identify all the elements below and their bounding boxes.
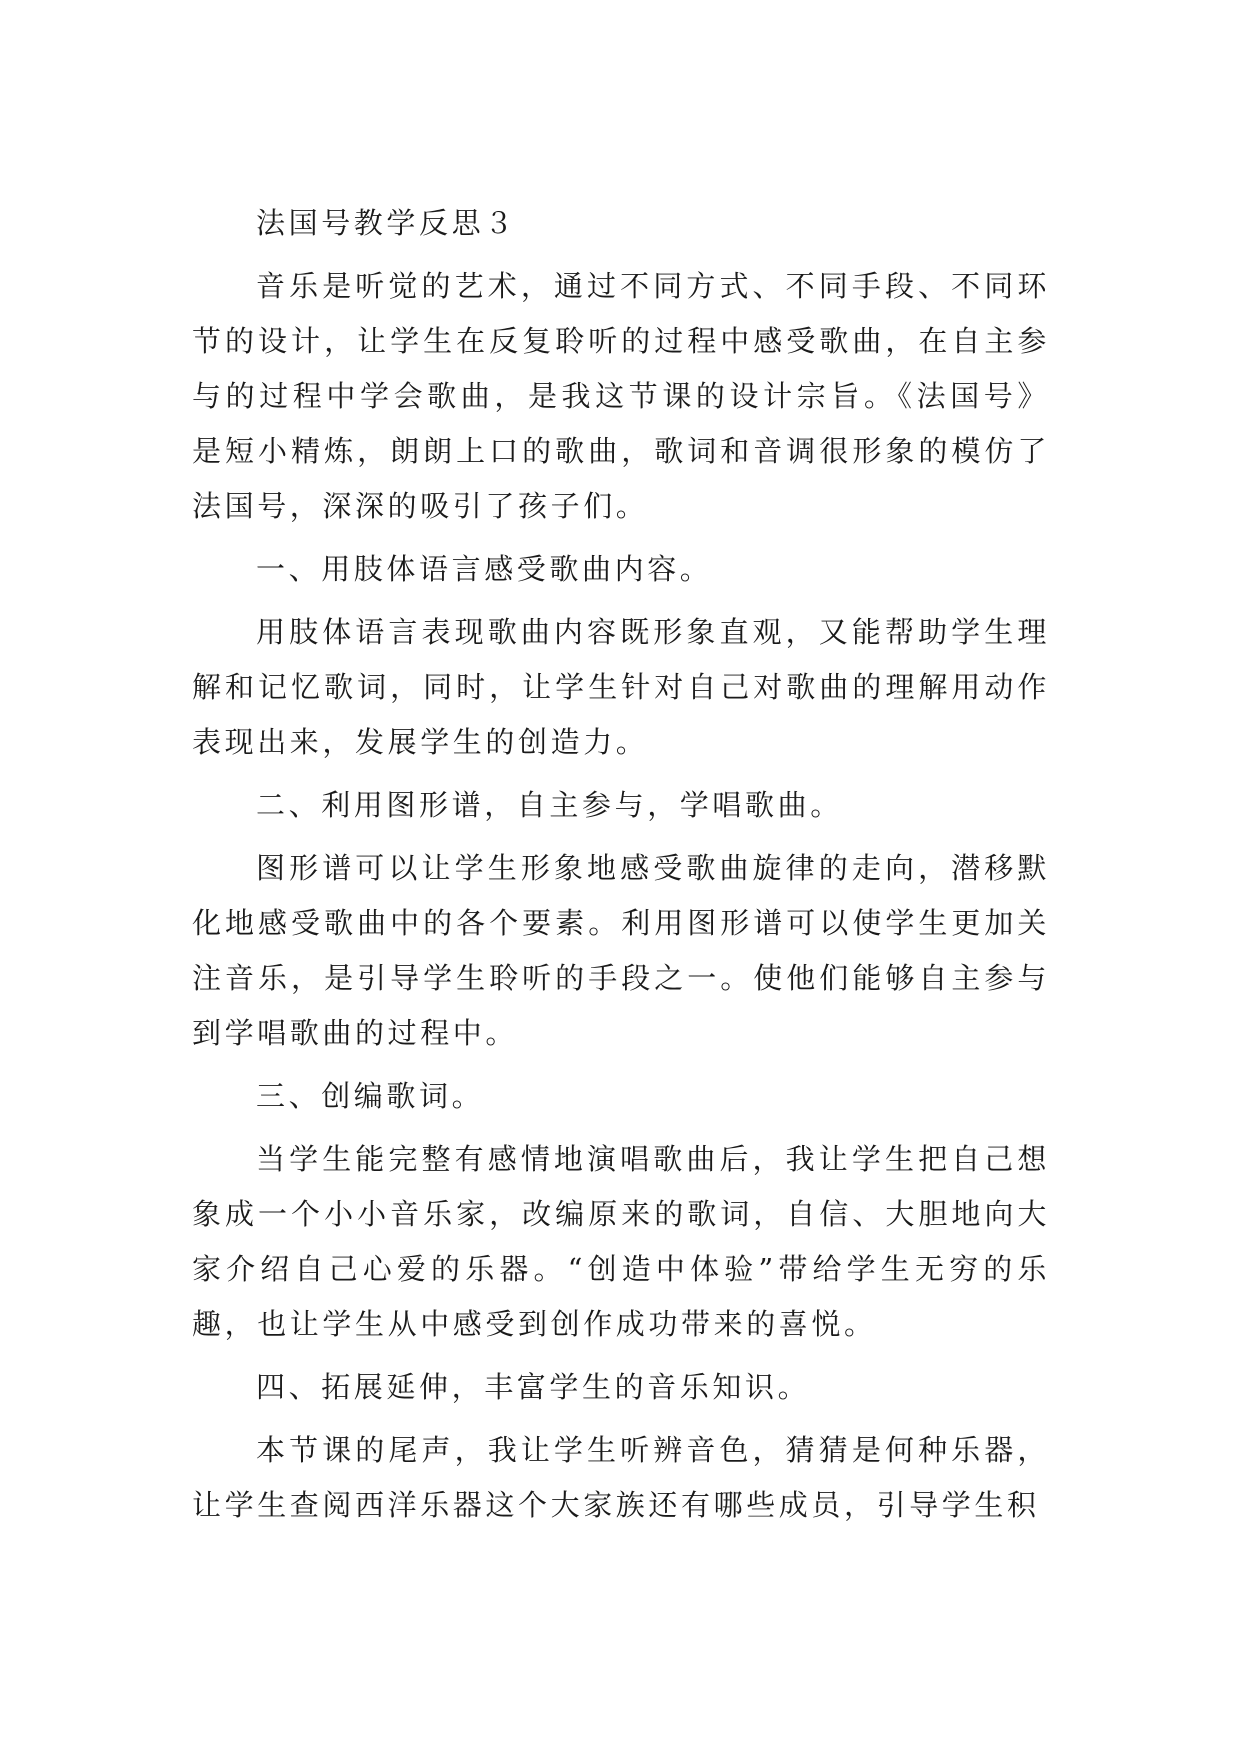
section-heading: 二、利用图形谱，自主参与，学唱歌曲。	[256, 788, 843, 822]
section-heading: 四、拓展延伸，丰富学生的音乐知识。	[256, 1370, 811, 1404]
document-page	[192, 196, 1050, 1533]
paragraph: 用肢体语言表现歌曲内容既形象直观，又能帮助学生理解和记忆歌词，同时，让学生针对自己对歌曲的理解用动作表现出来，发展学生的创造力。	[192, 615, 1050, 759]
section-heading: 三、创编歌词。	[256, 1079, 485, 1113]
paragraph: 音乐是听觉的艺术，通过不同方式、不同手段、不同环节的设计，让学生在反复聆听的过程中感受歌曲，在自主参与的过程中学会歌曲，是我这节课的设计宗旨。《法国号》是短小精炼，朗朗上口的歌曲，歌词和音调很形象的模仿了法国号，深深的吸引了孩子们。	[192, 269, 1050, 523]
paragraph: 当学生能完整有感情地演唱歌曲后，我让学生把自己想象成一个小小音乐家，改编原来的歌词，自信、大胆地向大家介绍自己心爱的乐器。“创造中体验”带给学生无穷的乐趣，也让学生从中感受到创作成功带来的喜悦。	[192, 1142, 1050, 1341]
paragraph: 本节课的尾声，我让学生听辨音色，猜猜是何种乐器，让学生查阅西洋乐器这个大家族还有哪些成员，引导学生积	[192, 1433, 1050, 1522]
document-title: 法国号教学反思３	[256, 206, 517, 240]
paragraph: 图形谱可以让学生形象地感受歌曲旋律的走向，潜移默化地感受歌曲中的各个要素。利用图形谱可以使学生更加关注音乐，是引导学生聆听的手段之一。使他们能够自主参与到学唱歌曲的过程中。	[192, 851, 1050, 1050]
section-heading: 一、用肢体语言感受歌曲内容。	[256, 552, 713, 586]
